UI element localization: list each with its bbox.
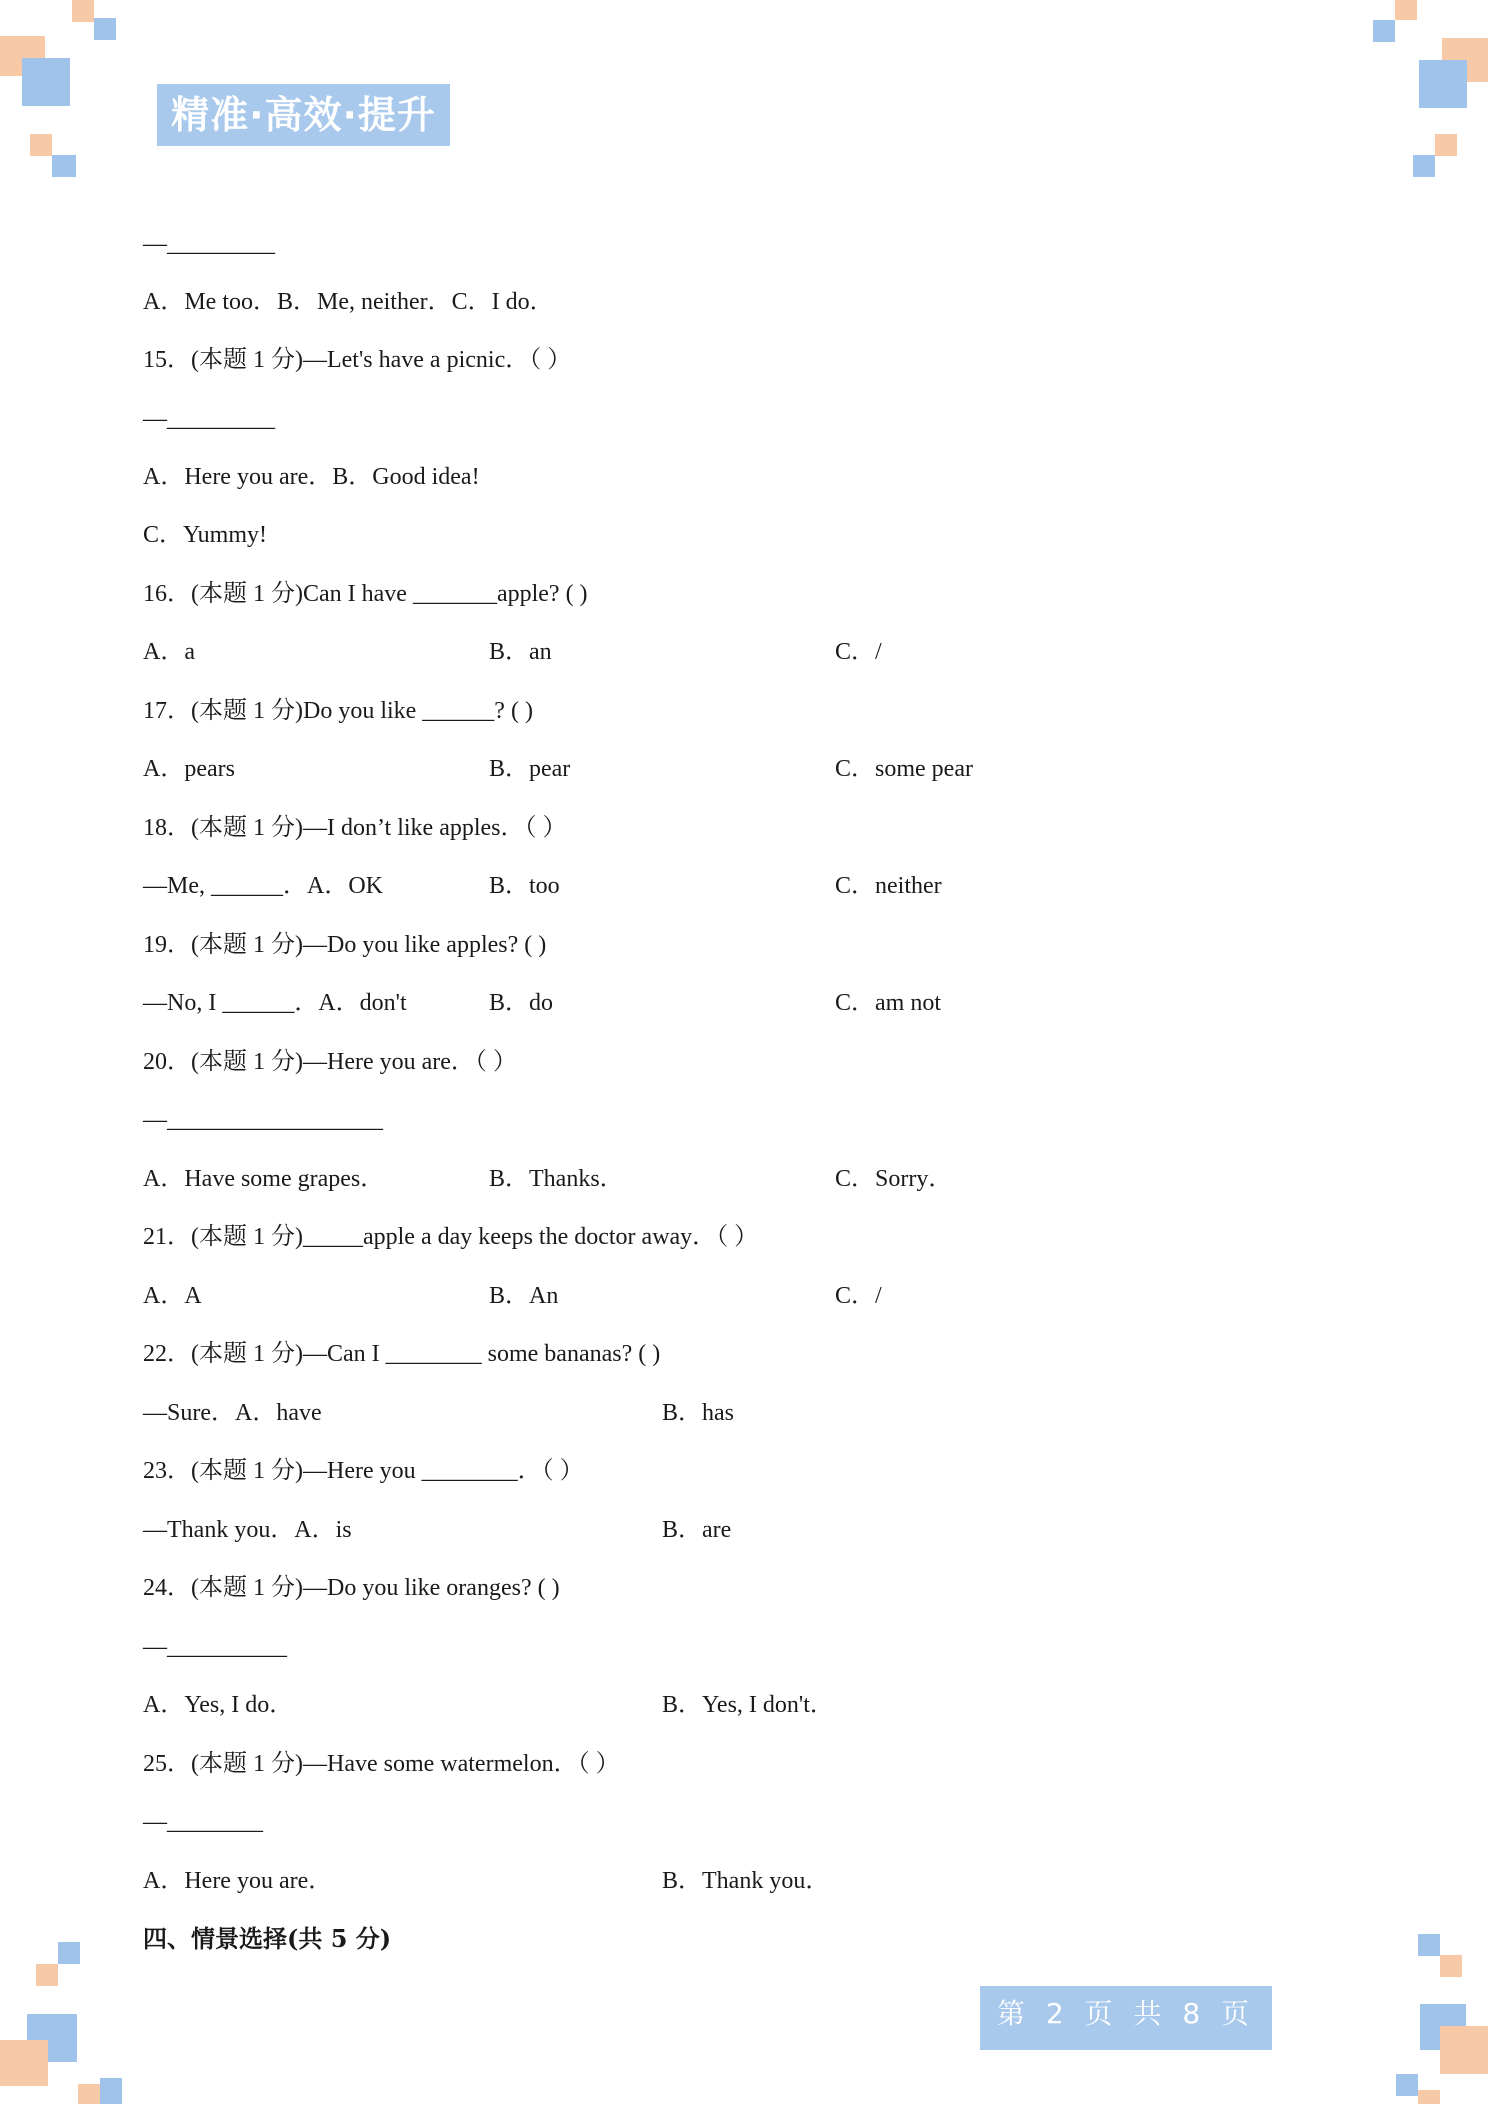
option-b: B．Yes, I don't． <box>662 1692 834 1718</box>
question-15: 15．(本题 1 分)—Let's have a picnic．（ ） <box>143 347 572 373</box>
option-b: B．an <box>489 639 552 665</box>
options-q15-c: C．Yummy! <box>143 522 268 548</box>
option-c: C．/ <box>835 1283 882 1309</box>
option-b: B．Thank you． <box>662 1868 830 1894</box>
option-a: A．Yes, I do． <box>143 1692 294 1718</box>
option-a: A．A <box>143 1283 202 1309</box>
question-23: 23．(本题 1 分)—Here you ________．（ ） <box>143 1458 584 1484</box>
question-21: 21．(本题 1 分)_____apple a day keeps the doctor away．（ ） <box>143 1224 759 1250</box>
options-q18 <box>143 868 1343 904</box>
option-a: A．Here you are． <box>143 1868 333 1894</box>
option-c: C．am not <box>835 990 941 1016</box>
options-q20 <box>143 1161 1343 1197</box>
options-q19 <box>143 985 1343 1021</box>
question-16: 16．(本题 1 分)Can I have _______apple? ( ) <box>143 581 588 607</box>
option-a: A．a <box>143 639 195 665</box>
options-q25 <box>143 1863 1343 1899</box>
options-q23 <box>143 1512 1343 1548</box>
question-22: 22．(本题 1 分)—Can I ________ some bananas? ( ) <box>143 1341 661 1367</box>
answer-blank-line: —_________ <box>143 231 275 257</box>
option-c: C．neither <box>835 873 942 899</box>
options-q16 <box>143 634 1343 670</box>
option-b: B．are <box>662 1517 732 1543</box>
options-q22 <box>143 1395 1343 1431</box>
option-b: B．too <box>489 873 560 899</box>
answer-blank-line: —_________ <box>143 406 275 432</box>
option-a: —Thank you．A．is <box>143 1517 352 1543</box>
page-number: 第 2 页 共 8 页 <box>980 1986 1272 2050</box>
option-b: B．has <box>662 1400 734 1426</box>
question-17: 17．(本题 1 分)Do you like ______? ( ) <box>143 698 533 724</box>
section-heading: 四、情景选择(共 5 分) <box>143 1924 392 1953</box>
option-a: —No, I ______．A．don't <box>143 990 407 1016</box>
question-25: 25．(本题 1 分)—Have some watermelon．（ ） <box>143 1751 620 1777</box>
answer-blank-line: —________ <box>143 1809 263 1835</box>
answer-blank-line: —__________________ <box>143 1107 383 1133</box>
option-c: C．some pear <box>835 756 973 782</box>
header-banner: 精准·高效·提升 <box>157 84 450 146</box>
option-b: B．pear <box>489 756 571 782</box>
option-b: B．do <box>489 990 554 1016</box>
question-19: 19．(本题 1 分)—Do you like apples? ( ) <box>143 932 547 958</box>
options-q15-ab: A．Here you are．B．Good idea! <box>143 464 480 490</box>
option-a: —Sure．A．have <box>143 1400 322 1426</box>
option-a: —Me, ______．A．OK <box>143 873 383 899</box>
options-q17 <box>143 751 1343 787</box>
option-c: C．/ <box>835 639 882 665</box>
options-q14: A．Me too．B．Me, neither．C．I do． <box>143 289 554 315</box>
option-a: A．Have some grapes． <box>143 1166 385 1192</box>
question-18: 18．(本题 1 分)—I don’t like apples．（ ） <box>143 815 567 841</box>
options-q24 <box>143 1687 1343 1723</box>
option-a: A．pears <box>143 756 235 782</box>
option-c: C．Sorry． <box>835 1166 953 1192</box>
question-20: 20．(本题 1 分)—Here you are．（ ） <box>143 1049 517 1075</box>
option-b: B．Thanks． <box>489 1166 624 1192</box>
answer-blank-line: —__________ <box>143 1634 287 1660</box>
options-q21 <box>143 1278 1343 1314</box>
option-b: B．An <box>489 1283 559 1309</box>
question-24: 24．(本题 1 分)—Do you like oranges? ( ) <box>143 1575 560 1601</box>
